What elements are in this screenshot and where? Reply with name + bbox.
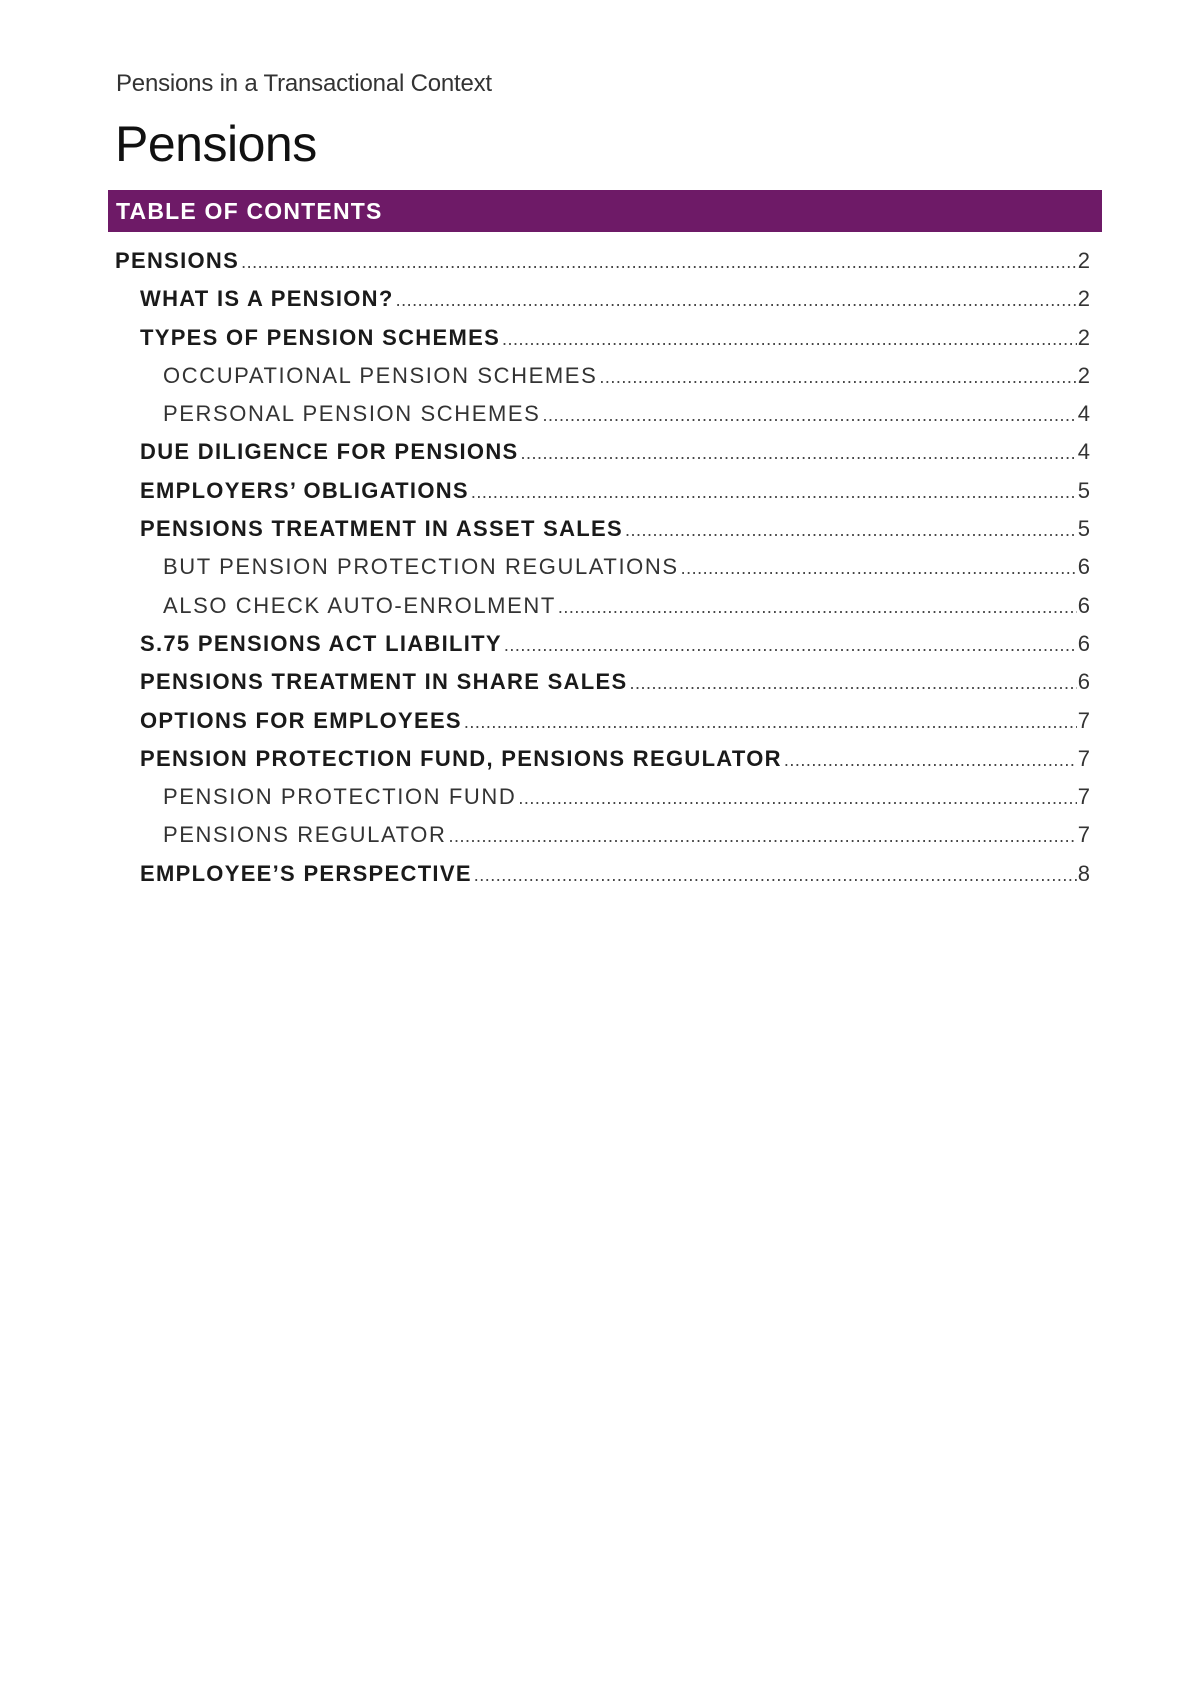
- toc-entry-label: ALSO CHECK AUTO-ENROLMENT: [163, 592, 556, 618]
- page-title: Pensions: [115, 116, 317, 172]
- toc-dot-leader: [449, 817, 1077, 854]
- toc-dot-leader: [784, 741, 1077, 778]
- toc-entry[interactable]: [115, 548, 1090, 586]
- toc-dot-leader: [502, 320, 1077, 357]
- toc-entry-page-number: 2: [1077, 248, 1090, 273]
- toc-entry[interactable]: [115, 319, 1090, 357]
- toc-dot-leader: [518, 779, 1076, 816]
- toc-entry-label: PENSION PROTECTION FUND: [163, 784, 517, 810]
- toc-entry-page-number: 2: [1077, 286, 1090, 312]
- toc-entry[interactable]: [115, 395, 1090, 433]
- table-of-contents: [115, 242, 1090, 893]
- toc-dot-leader: [629, 664, 1076, 701]
- toc-dot-leader: [464, 703, 1077, 740]
- toc-entry-label: PENSION PROTECTION FUND, PENSIONS REGULATOR: [140, 745, 782, 771]
- toc-entry[interactable]: [115, 625, 1090, 663]
- toc-entry-label: PENSIONS: [115, 248, 240, 273]
- toc-dot-leader: [521, 434, 1077, 471]
- toc-entry-page-number: 2: [1077, 362, 1090, 388]
- toc-entry-label: PERSONAL PENSION SCHEMES: [163, 401, 541, 427]
- toc-entry[interactable]: [115, 433, 1090, 471]
- toc-entry-page-number: 7: [1077, 784, 1090, 810]
- toc-entry-label: OCCUPATIONAL PENSION SCHEMES: [163, 362, 598, 388]
- toc-entry[interactable]: [115, 816, 1090, 854]
- toc-entry-label: DUE DILIGENCE FOR PENSIONS: [140, 439, 519, 465]
- toc-entry-label: OPTIONS FOR EMPLOYEES: [140, 707, 462, 733]
- toc-entry-page-number: 4: [1077, 401, 1090, 427]
- toc-entry[interactable]: [115, 472, 1090, 510]
- toc-entry-label: EMPLOYERS’ OBLIGATIONS: [140, 477, 469, 503]
- toc-dot-leader: [625, 511, 1077, 548]
- toc-entry-label: BUT PENSION PROTECTION REGULATIONS: [163, 554, 679, 580]
- toc-entry-page-number: 6: [1077, 592, 1090, 618]
- toc-dot-leader: [558, 588, 1077, 625]
- toc-entry[interactable]: [115, 663, 1090, 701]
- toc-entry[interactable]: [115, 280, 1090, 318]
- toc-entry-page-number: 6: [1077, 554, 1090, 580]
- toc-entry-page-number: 2: [1077, 324, 1090, 350]
- toc-heading-banner: [108, 190, 1102, 232]
- toc-heading: TABLE OF CONTENTS: [116, 197, 383, 224]
- toc-dot-leader: [241, 243, 1077, 280]
- toc-entry[interactable]: [115, 510, 1090, 548]
- toc-entry-page-number: 4: [1077, 439, 1090, 465]
- toc-dot-leader: [504, 626, 1077, 663]
- toc-entry-label: PENSIONS TREATMENT IN ASSET SALES: [140, 516, 623, 542]
- toc-entry[interactable]: [115, 357, 1090, 395]
- toc-entry-page-number: 7: [1077, 707, 1090, 733]
- toc-entry[interactable]: [115, 855, 1090, 893]
- toc-dot-leader: [681, 549, 1077, 586]
- toc-entry-label: TYPES OF PENSION SCHEMES: [140, 324, 501, 350]
- toc-entry-label: PENSIONS REGULATOR: [163, 822, 447, 848]
- toc-entry-page-number: 7: [1077, 745, 1090, 771]
- document-subtitle: Pensions in a Transactional Context: [116, 70, 492, 97]
- toc-entry[interactable]: [115, 778, 1090, 816]
- toc-entry-page-number: 6: [1077, 669, 1090, 695]
- toc-entry[interactable]: [115, 702, 1090, 740]
- toc-entry-page-number: 5: [1077, 477, 1090, 503]
- toc-entry-page-number: 5: [1077, 516, 1090, 542]
- toc-dot-leader: [474, 856, 1077, 893]
- toc-entry-label: S.75 PENSIONS ACT LIABILITY: [140, 630, 502, 656]
- toc-entry[interactable]: [115, 740, 1090, 778]
- toc-entry[interactable]: [115, 587, 1090, 625]
- toc-dot-leader: [599, 358, 1076, 395]
- toc-dot-leader: [542, 396, 1076, 433]
- toc-entry-page-number: 7: [1077, 822, 1090, 848]
- toc-entry[interactable]: [115, 242, 1090, 280]
- toc-dot-leader: [396, 281, 1077, 318]
- toc-entry-page-number: 6: [1077, 630, 1090, 656]
- toc-dot-leader: [471, 473, 1077, 510]
- toc-entry-label: PENSIONS TREATMENT IN SHARE SALES: [140, 669, 628, 695]
- toc-entry-page-number: 8: [1077, 860, 1090, 886]
- toc-entry-label: WHAT IS A PENSION?: [140, 286, 394, 312]
- toc-entry-label: EMPLOYEE’S PERSPECTIVE: [140, 860, 472, 886]
